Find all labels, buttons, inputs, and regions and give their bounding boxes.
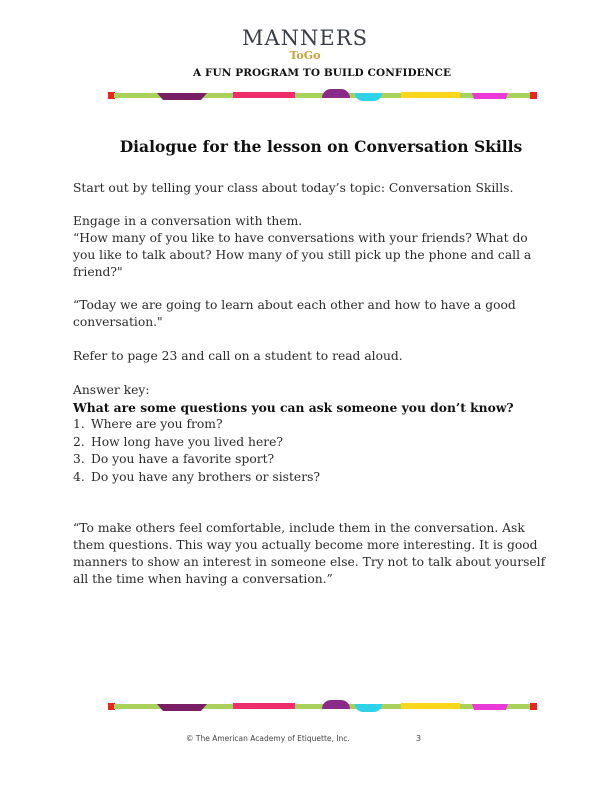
trapezoid-shape-icon xyxy=(157,704,207,711)
answer-key-question: What are some questions you can ask someone you don’t know? xyxy=(73,400,514,415)
list-number: 1. xyxy=(73,417,85,431)
document-title: Dialogue for the lesson on Conversation Skills xyxy=(119,137,523,156)
question-quote: “How many of you like to have conversations with your friends? What do you like to talk about? How many of you still pick up the phone and call a friend?" xyxy=(73,231,532,279)
answer-key-label: Answer key: xyxy=(73,383,150,397)
rect-shape-icon xyxy=(233,703,295,709)
trapezoid-shape-icon xyxy=(472,704,508,710)
decorative-bar-bottom xyxy=(0,695,610,715)
list-text: Where are you from? xyxy=(91,417,223,431)
engage-line: Engage in a conversation with them. xyxy=(73,214,303,228)
logo-subtitle: ToGo xyxy=(289,49,321,62)
list-text: Do you have a favorite sport? xyxy=(91,452,275,466)
today-quote: “Today we are going to learn about each other and how to have a good conversation." xyxy=(73,298,516,329)
rect-shape-icon xyxy=(401,92,460,98)
semicircle-up-icon xyxy=(322,89,350,98)
bar-end-square-icon xyxy=(530,703,537,710)
trapezoid-shape-icon xyxy=(157,93,207,100)
semicircle-down-icon xyxy=(355,704,382,712)
list-item xyxy=(73,451,553,469)
rect-shape-icon xyxy=(401,703,460,709)
list-item xyxy=(73,469,553,487)
brand-logo xyxy=(0,27,610,62)
decorative-bar-top xyxy=(0,84,610,104)
logo-wordmark: MANNERS xyxy=(242,26,368,50)
semicircle-down-icon xyxy=(355,93,382,101)
copyright-footer: © The American Academy of Etiquette, Inc. xyxy=(186,734,350,743)
list-number: 4. xyxy=(73,469,85,484)
refer-instruction: Refer to page 23 and call on a student to read aloud. xyxy=(73,349,403,363)
closing-quote: “To make others feel comfortable, include them in the conversation. Ask them questions. This way you actually become more interesting. It is good manners to show an interest in someone else. Try not to talk about yourself all the time when having a conversation.” xyxy=(73,521,546,586)
answer-list xyxy=(73,416,553,486)
intro-paragraph: Start out by telling your class about today’s topic: Conversation Skills. xyxy=(73,181,514,195)
semicircle-up-icon xyxy=(322,700,350,709)
list-number: 2. xyxy=(73,434,85,449)
bar-end-square-icon xyxy=(530,92,537,99)
list-item xyxy=(73,434,553,452)
list-text: Do you have any brothers or sisters? xyxy=(91,469,320,484)
rect-shape-icon xyxy=(233,92,295,98)
tagline: A FUN PROGRAM TO BUILD CONFIDENCE xyxy=(192,67,452,79)
trapezoid-shape-icon xyxy=(472,93,508,99)
list-item xyxy=(73,416,553,434)
page-number: 3 xyxy=(416,734,422,743)
list-number: 3. xyxy=(73,452,85,466)
list-text: How long have you lived here? xyxy=(91,434,283,449)
